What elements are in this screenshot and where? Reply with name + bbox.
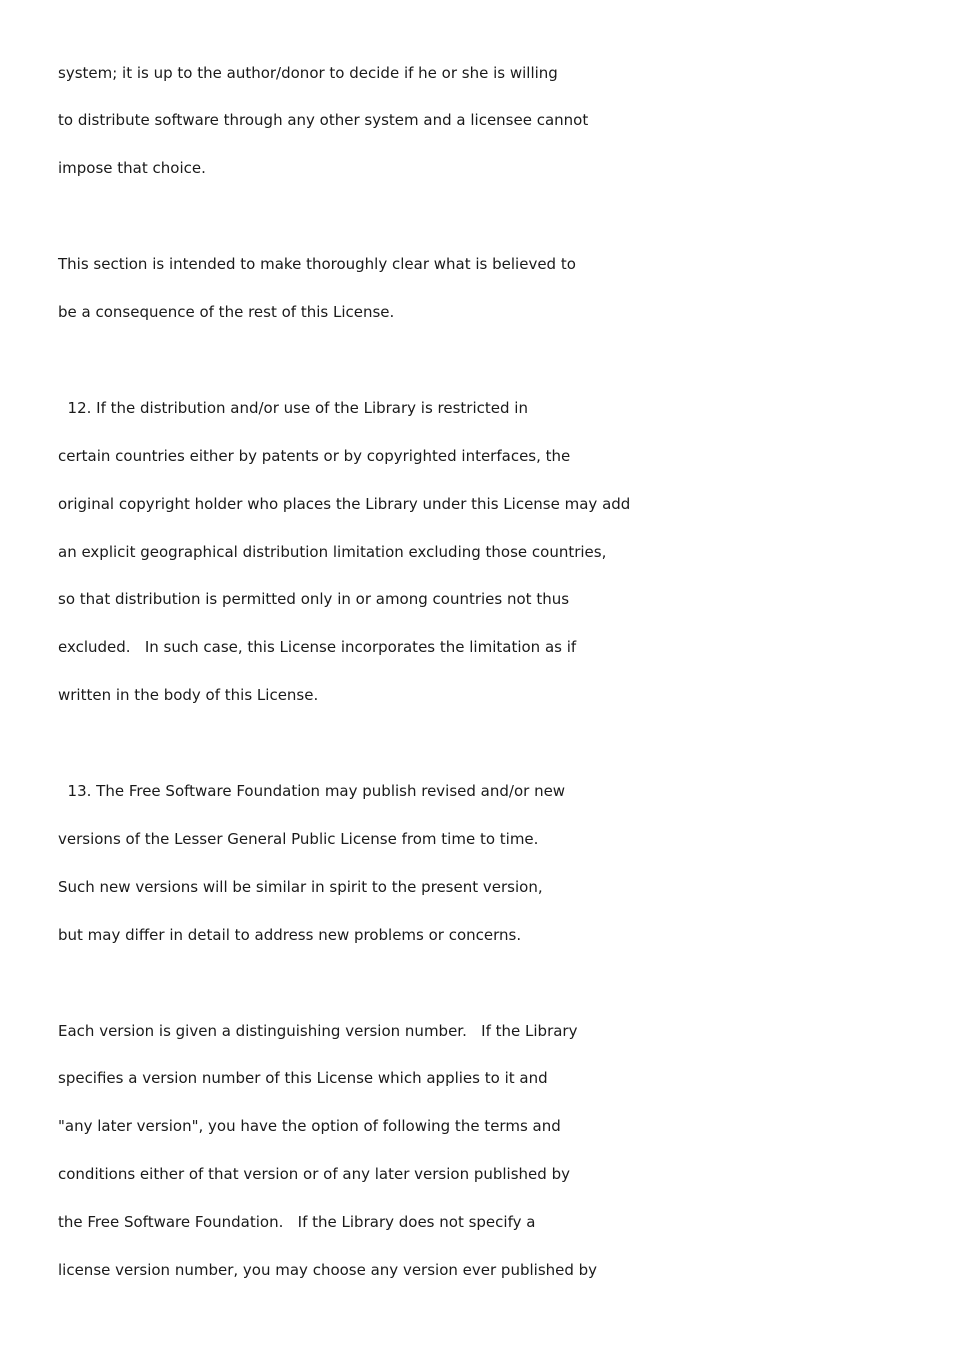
text-line: Each version is given a distinguishing version number. If the Library [58,1022,578,1040]
text-line: "any later version", you have the option of following the terms and [58,1117,561,1135]
text-line: original copyright holder who places the Library under this License may add [58,495,631,513]
text-line: conditions either of that version or of any later version published by [58,1165,570,1183]
text-line: to distribute software through any other system and a licensee cannot [58,111,589,129]
text-line: certain countries either by patents or by copyrighted interfaces, the [58,447,571,465]
text-line: versions of the Lesser General Public License from time to time. [58,830,539,848]
section-13-heading-line: 13. The Free Software Foundation may publish revised and/or new [58,782,566,800]
text-line: an explicit geographical distribution limitation excluding those countries, [58,543,607,561]
text-line: impose that choice. [58,159,206,177]
text-line: written in the body of this License. [58,686,319,704]
text-line: but may differ in detail to address new problems or concerns. [58,926,522,944]
text-line: Such new versions will be similar in spirit to the present version, [58,878,543,896]
text-line: so that distribution is permitted only in or among countries not thus [58,590,570,608]
text-line: This section is intended to make thoroughly clear what is believed to [58,255,576,273]
text-line: be a consequence of the rest of this License. [58,303,395,321]
text-line: system; it is up to the author/donor to decide if he or she is willing [58,64,558,82]
text-line: the Free Software Foundation. If the Library does not specify a [58,1213,536,1231]
text-line: excluded. In such case, this License incorporates the limitation as if [58,638,577,656]
text-line: specifies a version number of this License which applies to it and [58,1069,548,1087]
section-12-heading-line: 12. If the distribution and/or use of the Library is restricted in [58,399,528,417]
text-line: license version number, you may choose any version ever published by [58,1261,598,1279]
